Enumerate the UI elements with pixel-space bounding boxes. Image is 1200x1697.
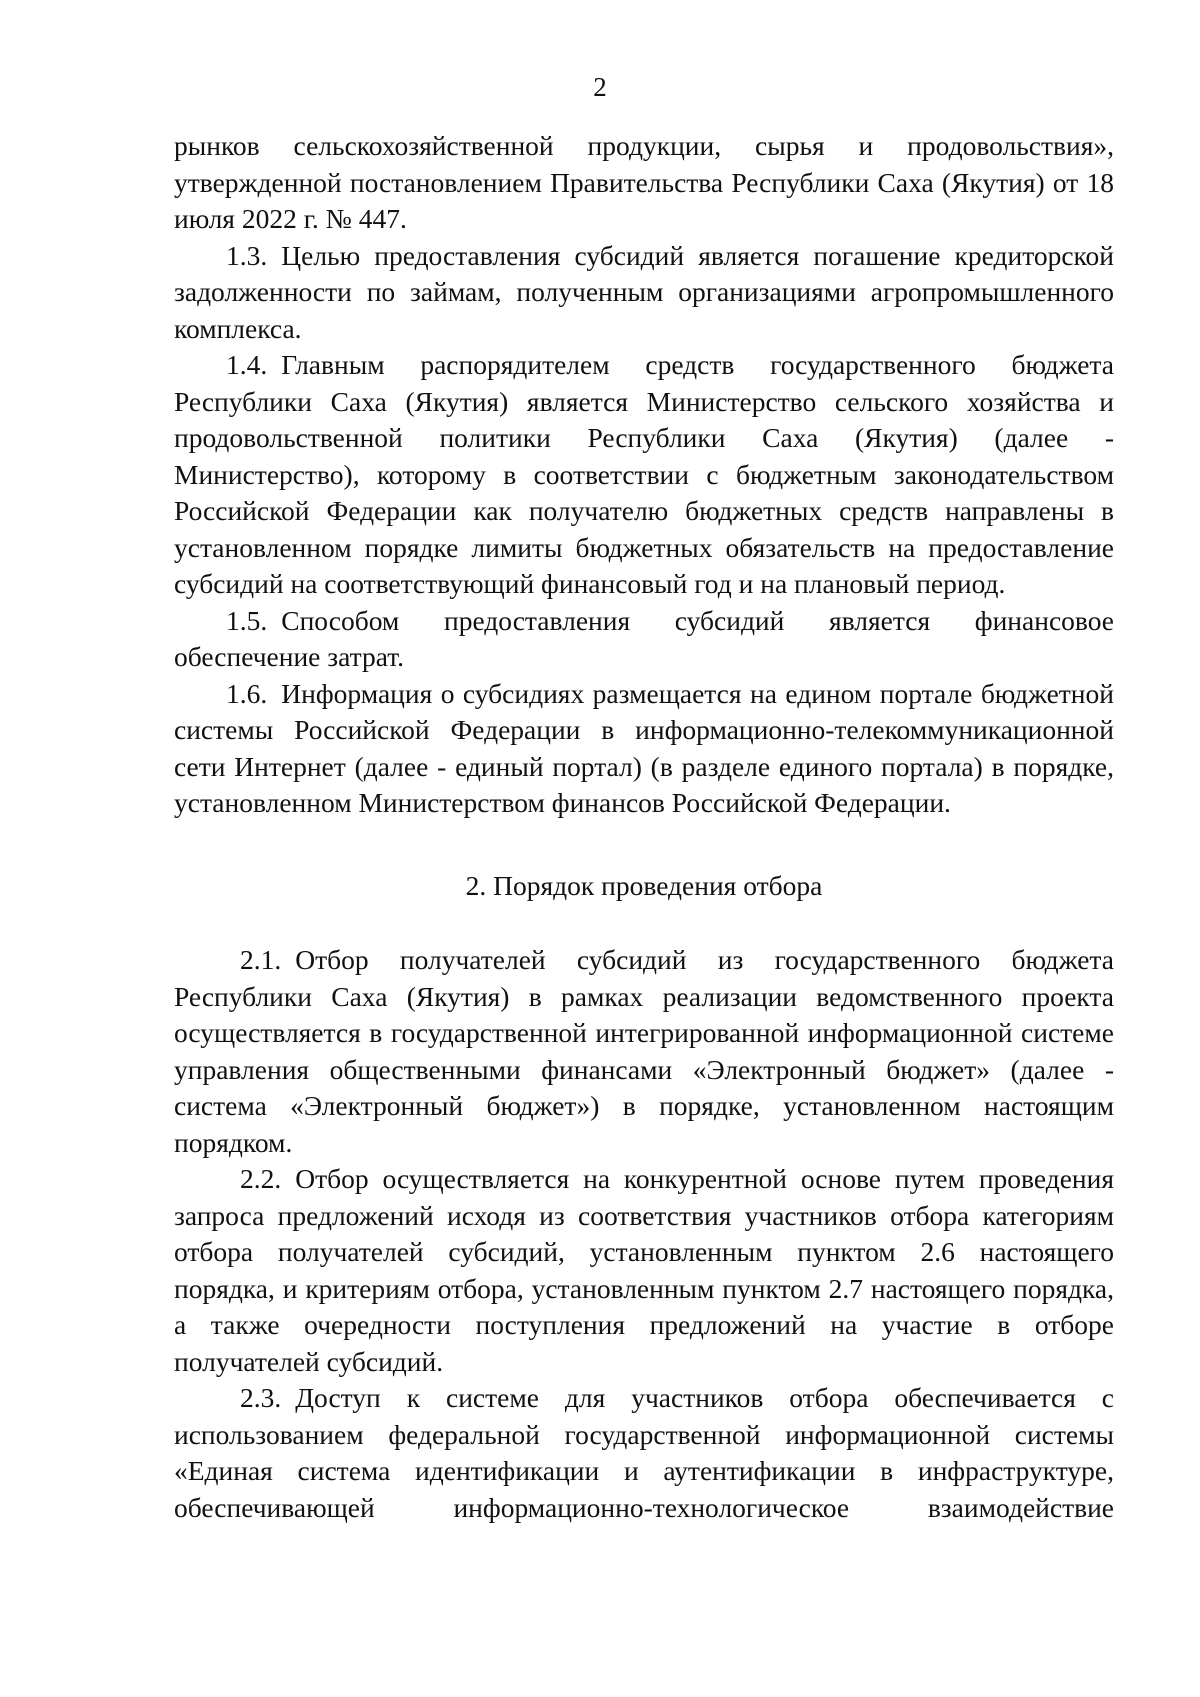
document-body bbox=[174, 128, 1114, 1526]
paragraph-1-5 bbox=[174, 603, 1114, 676]
paragraph-2-3 bbox=[174, 1380, 1114, 1526]
paragraph-2-1 bbox=[174, 942, 1114, 1161]
paragraph-1-3 bbox=[174, 238, 1114, 348]
paragraph-text: Главным распорядителем средств государственного бюджета Республики Саха (Якутия) является Министерство сельского хозяйства и продовольственной политики Республики Саха (Якутия) (далее - Министерство), которому в соответствии с бюджетным законодательством Российской Федерации как получателю бюджетных средств направлены в установленном порядке лимиты бюджетных обязательств на предоставление субсидий на соответствующий финансовый год и на плановый период. bbox=[174, 349, 1114, 599]
paragraph-number: 1.4. bbox=[226, 349, 268, 380]
paragraph-number: 1.5. bbox=[226, 604, 268, 636]
paragraph-continuation bbox=[174, 128, 1114, 238]
paragraph-1-6 bbox=[174, 676, 1114, 822]
paragraph-text: Целью предоставления субсидий является погашение кредиторской задолженности по займам, полученным организациями агропромышленного комплекса. bbox=[174, 239, 1114, 344]
section-heading: 2. Порядок проведения отбора bbox=[465, 869, 823, 901]
page-number: 2 bbox=[593, 72, 607, 102]
paragraph-text: Способом предоставления субсидий является финансовое обеспечение затрат. bbox=[174, 604, 1114, 672]
paragraph-text: Отбор получателей субсидий из государственного бюджета Республики Саха (Якутия) в рамках реализации ведомственного проекта осуществляется в государственной интегрированной информационной системе управления общественными финансами «Электронный бюджет» (далее - система «Электронный бюджет») в порядке, установленном настоящим порядком. bbox=[174, 944, 1114, 1158]
paragraph-2-2 bbox=[174, 1161, 1114, 1380]
paragraph-text: Отбор осуществляется на конкурентной основе путем проведения запроса предложений исходя из соответствия участников отбора категориям отбора получателей субсидий, установленным пунктом 2.6 настоящего порядка, и критериям отбора, установленным пунктом 2.7 настоящего порядка, а также очередности поступления предложений на участие в отборе получателей субсидий. bbox=[174, 1163, 1114, 1377]
paragraph-text: Информация о субсидиях размещается на едином портале бюджетной системы Российской Федерации в информационно-телекоммуникационной сети Интернет (далее - единый портал) (в разделе единого портала) в порядке, установленном Министерством финансов Российской Федерации. bbox=[174, 677, 1114, 818]
paragraph-text: Доступ к системе для участников отбора обеспечивается с использованием федеральной государственной информационной системы «Единая система идентификации и аутентификации в инфраструктуре, обеспечивающей информационно-технологическое взаимодействие bbox=[174, 1382, 1114, 1523]
paragraph-text: рынков сельскохозяйственной продукции, сырья и продовольствия», утвержденной постановлением Правительства Республики Саха (Якутия) от 18 июля 2022 г. № 447. bbox=[174, 130, 1114, 234]
paragraph-number: 2.1. bbox=[240, 944, 282, 975]
paragraph-1-4 bbox=[174, 347, 1114, 603]
paragraph-number: 2.3. bbox=[240, 1382, 282, 1413]
paragraph-number: 1.3. bbox=[226, 239, 268, 271]
paragraph-number: 1.6. bbox=[226, 677, 268, 709]
paragraph-number: 2.2. bbox=[240, 1163, 282, 1194]
